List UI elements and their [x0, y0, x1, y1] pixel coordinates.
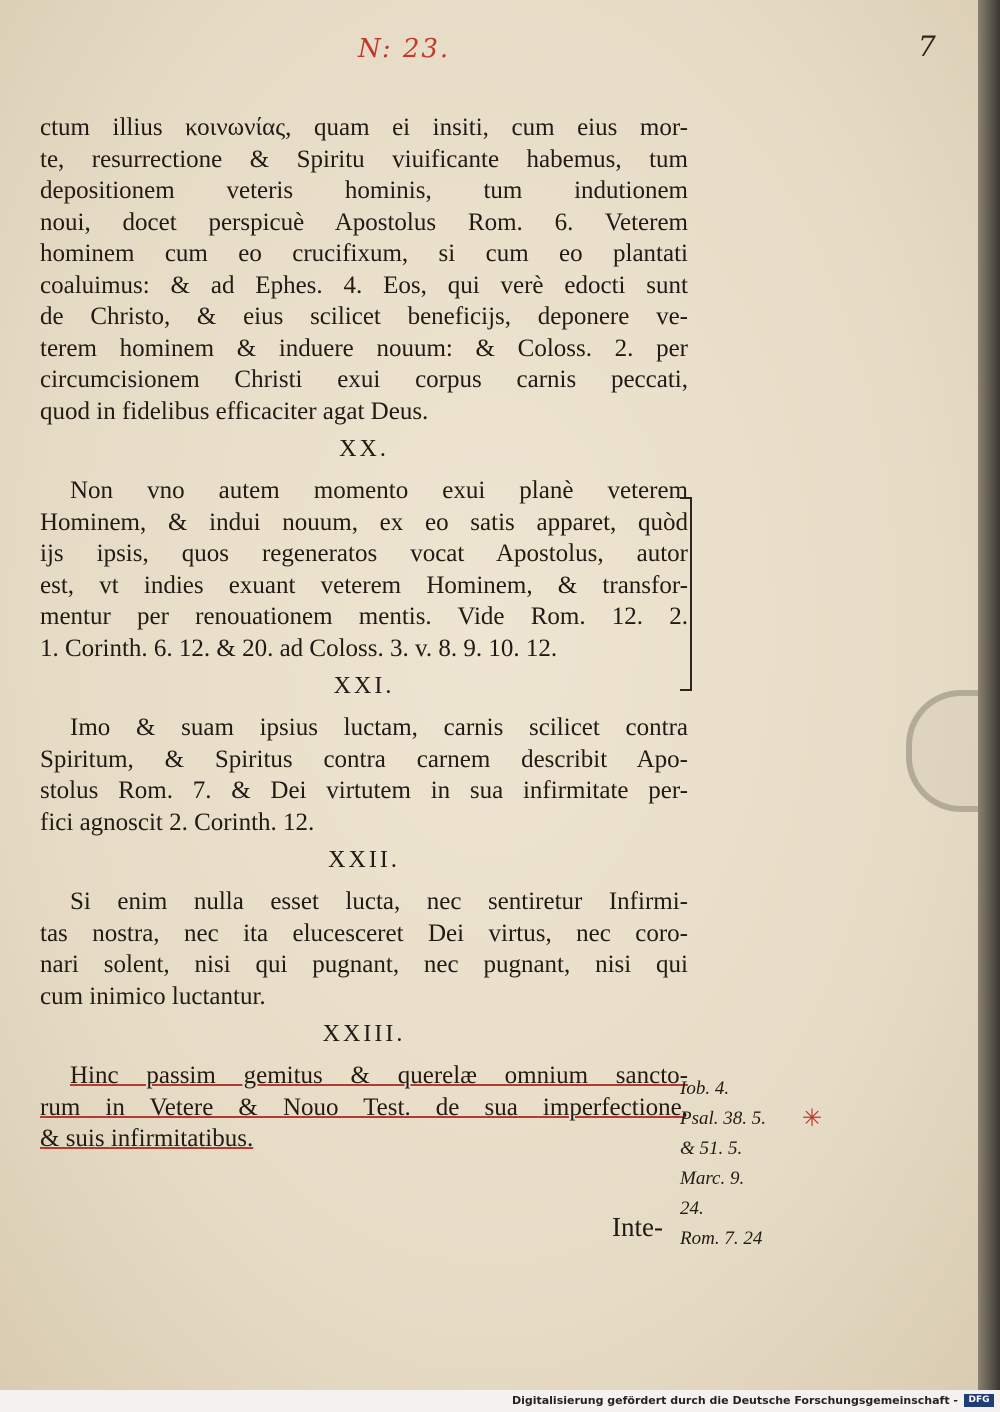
marginal-note: Marc. 9. — [680, 1168, 745, 1189]
handwritten-catalog-number: N: 23. — [358, 34, 451, 64]
marginal-note: Psal. 38. 5. — [680, 1108, 767, 1129]
text-line: Hominem, & indui nouum, ex eo satis apparet, quòd — [40, 508, 688, 536]
text-line: coaluimus: & ad Ephes. 4. Eos, qui verè edocti sunt — [40, 271, 688, 299]
section-xx — [40, 433, 688, 664]
section-xxi — [40, 670, 688, 838]
text-line: tas nostra, nec ita elucesceret Dei virtus, nec coro- — [40, 919, 688, 947]
section-xxii — [40, 844, 688, 1012]
text-line: est, vt indies exuant veterem Hominem, & transfor- — [40, 571, 688, 599]
marginal-note: & 51. 5. — [680, 1138, 743, 1159]
text-line: circumcisionem Christi exui corpus carnis peccati, — [40, 366, 688, 393]
text-line: de Christo, & eius scilicet beneficijs, deponere ve- — [40, 303, 688, 330]
text-line: nari solent, nisi qui pugnant, nec pugnant, nisi qui — [40, 951, 688, 978]
text-line: te, resurrectione & Spiritu viuificante habemus, tum — [40, 145, 688, 173]
text-line: noui, docet perspicuè Apostolus Rom. 6. Veterem — [40, 208, 688, 236]
text-line: Non vno autem momento exui planè veterem — [70, 477, 688, 504]
section-heading: XXI. — [333, 673, 395, 699]
text-line: stolus Rom. 7. & Dei virtutem in sua infirmitate per- — [40, 777, 688, 804]
text-line: & suis infirmitatibus. — [40, 1125, 254, 1152]
red-asterisk-icon: ✳ — [802, 1104, 823, 1132]
text-line: depositionem veteris hominis, tum indutionem — [40, 177, 688, 204]
marginal-note: Iob. 4. — [680, 1078, 730, 1099]
text-line: ijs ipsis, quos regeneratos vocat Apostolus, autor — [40, 540, 688, 567]
text-line: 1. Corinth. 6. 12. & 20. ad Coloss. 3. v. 8. 9. 10. 12. — [40, 634, 558, 662]
text-line: Spiritum, & Spiritus contra carnem describit Apo- — [40, 745, 688, 773]
text-line: ctum illius κοινωνίας, quam ei insiti, cum eius mor- — [40, 114, 688, 141]
section-heading: XXIII. — [322, 1021, 406, 1047]
footer-bar — [0, 1390, 1000, 1412]
text-line: terem hominem & induere nouum: & Coloss. 2. per — [40, 334, 688, 362]
paragraph-1 — [40, 112, 688, 427]
text-line: mentur per renouationem mentis. Vide Rom. 12. 2. — [40, 603, 688, 630]
catchword: Inte- — [612, 1212, 663, 1242]
body-text — [40, 112, 688, 1155]
margin-bracket — [680, 497, 692, 691]
text-line: cum inimico luctantur. — [40, 982, 266, 1010]
marginal-references — [680, 1074, 766, 1254]
section-xxiii — [40, 1018, 688, 1155]
text-line: Si enim nulla esset lucta, nec sentiretur Infirmi- — [70, 888, 688, 915]
marginal-note: 24. — [680, 1198, 704, 1219]
text-line: rum in Vetere & Nouo Test. de sua imperfectione, — [40, 1093, 688, 1121]
page-number: 7 — [918, 30, 936, 63]
book-edge — [978, 0, 1000, 1390]
text-line: Hinc passim gemitus & querelæ omnium sancto- — [70, 1062, 688, 1089]
dfg-logo-icon: DFG — [964, 1394, 994, 1407]
section-heading: XXII. — [328, 847, 400, 873]
funding-credit: Digitalisierung gefördert durch die Deutsche Forschungsgemeinschaft - — [511, 1394, 958, 1407]
section-heading: XX. — [339, 436, 389, 462]
text-line: fici agnoscit 2. Corinth. 12. — [40, 808, 315, 836]
text-line: quod in fidelibus efficaciter agat Deus. — [40, 397, 429, 425]
text-line: hominem cum eo crucifixum, si cum eo plantati — [40, 240, 688, 267]
text-line: Imo & suam ipsius luctam, carnis scilicet contra — [70, 714, 688, 741]
marginal-note: Rom. 7. 24 — [680, 1228, 763, 1249]
